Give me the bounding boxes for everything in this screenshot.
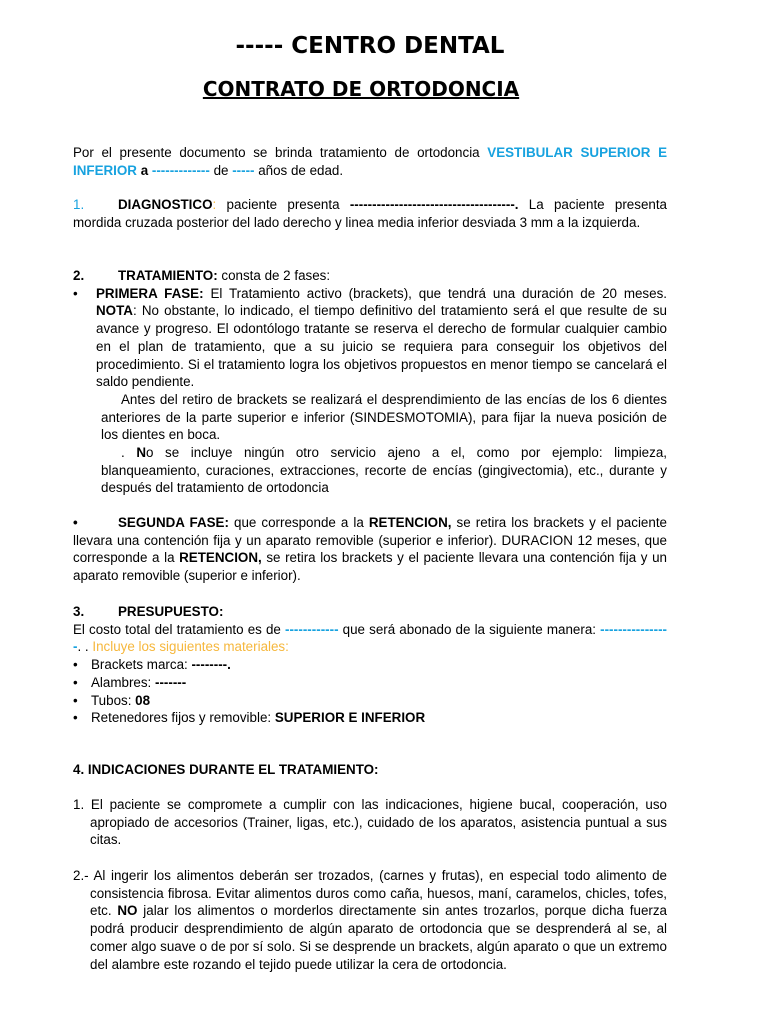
paragraph-3-prefix: . xyxy=(121,445,137,461)
document-title: ----- CENTRO DENTAL xyxy=(235,33,505,59)
section-2-title: TRATAMIENTO: xyxy=(118,268,218,283)
indicacion-2-text-2: jalar los alimentos o morderlos directamente sin antes trozarlos, porque dicha fuerza podrá producir desprendimiento de algún aparato de ortodoncia que se desprenderá al se, al comer algo suave o de por sí solo. Si se desprende un brackets, algún aparato o que un extremo del alambre este rozando el tejido puede utilizar la cera de ortodoncia. xyxy=(90,903,667,972)
sindesmotomia-text: Antes del retiro de brackets se realizará el desprendimiento de las encías de los 6 dientes anteriores de la parte superior e inferior (SINDESMOTOMIA), para fijar la nueva posición de los dientes en boca. xyxy=(101,391,667,443)
document-subtitle: CONTRATO DE ORTODONCIA xyxy=(202,77,520,101)
segunda-fase-title: SEGUNDA FASE: xyxy=(118,515,229,530)
material-item xyxy=(73,656,667,674)
material-label: Brackets marca: xyxy=(91,657,192,673)
section-1-text: paciente presenta xyxy=(216,197,350,212)
indicacion-1 xyxy=(73,796,667,849)
section-tratamiento xyxy=(73,267,667,497)
bullet-icon: • xyxy=(73,515,78,530)
material-value: SUPERIOR E INFERIOR xyxy=(274,710,426,726)
segunda-fase-item xyxy=(73,514,667,585)
section-3-number: 3. xyxy=(73,604,85,619)
bullet-icon: • xyxy=(73,692,78,708)
nota-text: : No obstante, lo indicado, el tiempo definitivo del tratamiento será el que resulte de su avance y progreso. El odontólogo tratante se reserva el derecho de formular cualquier cambio en el plan de tratamiento, que a su juicio se requiera para conseguir los objetivos del procedimiento. Si el tratamiento logra los objetivos propuestos en menor tiempo se cancelará el saldo pendiente. xyxy=(96,303,667,390)
intro-text-end: años de edad. xyxy=(254,162,344,178)
indicacion-2-no: NO xyxy=(117,903,138,919)
material-item xyxy=(73,692,667,710)
material-item xyxy=(73,709,667,727)
paragraph-3-text: o se incluye ningún otro servicio ajeno a el, como por ejemplo: limpieza, blanqueamiento, curaciones, extracciones, recorte de encías (gingivectomia), etc., durante y después del tratamiento de ortodoncia xyxy=(101,445,667,496)
section-3-title: PRESUPUESTO: xyxy=(118,604,224,619)
primera-fase-paragraph-3 xyxy=(73,444,667,497)
section-1-title: DIAGNOSTICO xyxy=(118,197,213,212)
section-indicaciones xyxy=(73,761,667,779)
intro-paragraph xyxy=(73,144,667,179)
presupuesto-text: El costo total del tratamiento es de xyxy=(73,621,286,637)
section-2-number: 2. xyxy=(73,268,85,283)
section-presupuesto xyxy=(73,603,667,727)
nota-label: NOTA xyxy=(96,303,133,319)
section-1-number: 1. xyxy=(73,197,85,212)
bullet-icon: • xyxy=(73,674,78,690)
section-1-blank: -------------------------------------. xyxy=(349,197,519,212)
material-label: Tubos: xyxy=(91,692,136,708)
costo-blank: ------------ xyxy=(285,621,339,637)
section-4-title: 4. INDICACIONES DURANTE EL TRATAMIENTO: xyxy=(73,762,379,777)
material-label: Alambres: xyxy=(91,674,155,690)
segunda-fase-text-3: se retira los brackets y el paciente llevara una contención fija y un aparato removible (superior e inferior). xyxy=(73,550,667,584)
intro-patient-blank: ------------- xyxy=(151,162,210,178)
indicacion-1-text: 1. El paciente se compromete a cumplir con las indicaciones, higiene bucal, cooperación, uso apropiado de accesorios (Trainer, ligas, etc.), cuidado de los aparatos, asistencia puntual a sus citas. xyxy=(73,797,667,848)
primera-fase-text: El Tratamiento activo (brackets), que tendrá una duración de 20 meses. xyxy=(203,285,667,301)
indicacion-2-text: 2.- Al ingerir los alimentos deberán ser trozados, (carnes y frutas), en especial todo alimento de consistencia fibrosa. Evitar alimentos duros como caña, huesos, maní, caramelos, chicles, tofes, etc. xyxy=(73,868,667,919)
pago-blank: ---------------- xyxy=(73,621,667,655)
section-diagnostico xyxy=(73,196,667,231)
bullet-icon: • xyxy=(73,710,78,726)
material-label: Retenedores fijos y removible: xyxy=(91,710,275,726)
primera-fase-paragraph-2 xyxy=(73,391,667,444)
material-value: 08 xyxy=(135,692,151,708)
primera-fase-title: PRIMERA FASE: xyxy=(96,285,204,301)
segunda-fase-text: que corresponde a la xyxy=(228,515,369,530)
section-1-text-2: La paciente presenta mordida cruzada posterior del lado derecho y linea media inferior desviada 3 mm a la izquierda. xyxy=(73,197,668,230)
section-2-text: consta de 2 fases: xyxy=(217,268,331,283)
intro-age-blank: ----- xyxy=(232,162,255,178)
section-1-colon: : xyxy=(212,197,217,212)
materiales-heading: Incluye los siguientes materiales: xyxy=(92,639,289,655)
paragraph-3-n: N xyxy=(136,445,146,461)
retencion-label-2: RETENCION, xyxy=(179,550,262,566)
bullet-icon: • xyxy=(73,657,78,673)
intro-text: Por el presente documento se brinda tratamiento de ortodoncia xyxy=(73,145,488,160)
indicacion-2 xyxy=(73,867,667,973)
retencion-label: RETENCION, xyxy=(368,515,452,530)
intro-text-a: a xyxy=(136,162,152,178)
presupuesto-dots: . . xyxy=(77,639,93,655)
intro-text-de: de xyxy=(209,162,233,178)
material-value: --------. xyxy=(191,657,231,673)
intro-treatment-type: VESTIBULAR SUPERIOR E INFERIOR xyxy=(73,145,667,178)
bullet-icon: • xyxy=(73,285,78,301)
segunda-fase-text-2: se retira los brackets y el paciente llevara una contención fija y un aparato removible (superior e inferior). DURACION 12 meses, que corresponde a la xyxy=(73,515,667,566)
material-value: ------- xyxy=(155,674,187,690)
primera-fase-item xyxy=(73,285,667,391)
material-item xyxy=(73,674,667,692)
presupuesto-text-2: que será abonado de la siguiente manera: xyxy=(338,621,601,637)
